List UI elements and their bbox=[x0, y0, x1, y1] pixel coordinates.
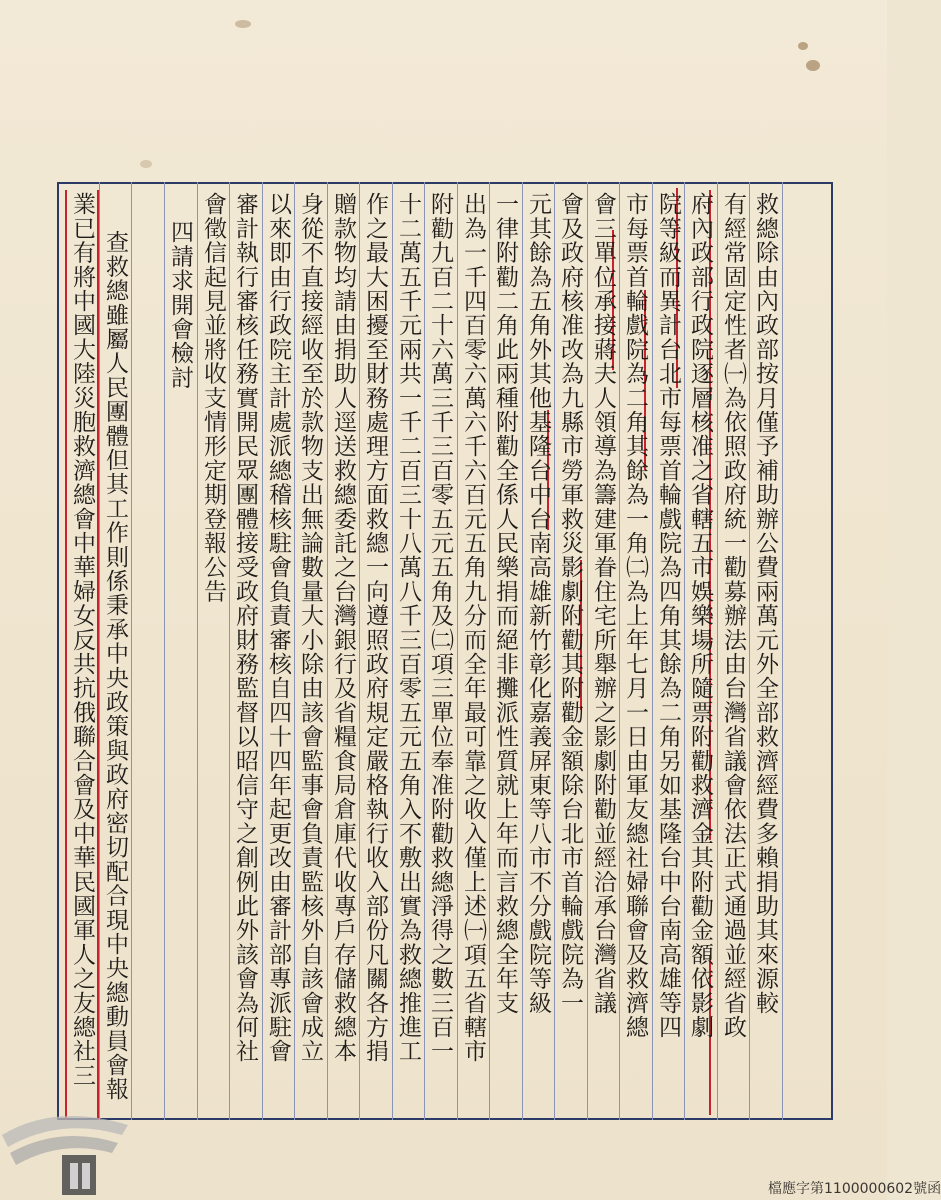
column-rule bbox=[131, 182, 132, 1120]
column-rule bbox=[229, 182, 230, 1120]
text-column-16: 以來即由行政院主計處派總稽核駐會負責審核自四十四年起更改由審計部專派駐會 bbox=[265, 192, 291, 1064]
column-rule bbox=[717, 182, 718, 1120]
column-rule bbox=[424, 182, 425, 1120]
column-rule bbox=[327, 182, 328, 1120]
text-column-7: 會及政府核准改為九縣市勞軍救災影劇附勸其附勸金額除台北市首輪戲院為一 bbox=[557, 192, 583, 1015]
column-rule bbox=[554, 182, 555, 1120]
column-rule bbox=[489, 182, 490, 1120]
column-rule bbox=[522, 182, 523, 1120]
text-column-17: 審計執行審核任務實開民眾團體接受政府財務監督以昭信守之創例此外該會為何社 bbox=[232, 192, 258, 1064]
text-column-3: 府內政部行政院逐層核准之省轄五市娛樂場所隨票附勸救濟金其附勸金額依影劇 bbox=[687, 192, 713, 1039]
column-rule bbox=[197, 182, 198, 1120]
text-column-9: 一律附勸二角此兩種附勸全係人民樂捐而絕非攤派性質就上年而言救總全年支 bbox=[492, 192, 518, 1015]
paragraph-column-1: 查救總雖屬人民團體但其工作則係秉承中央政策與政府密切配合現中央總動員會報 bbox=[102, 230, 128, 1102]
section-heading: 四請求開會檢討 bbox=[167, 220, 193, 390]
column-rule bbox=[619, 182, 620, 1120]
paper-stain bbox=[806, 60, 820, 71]
column-rule bbox=[684, 182, 685, 1120]
column-rule bbox=[782, 182, 783, 1120]
text-column-8: 元其餘為五角外其他基隆台中台南高雄新竹彰化嘉義屏東等八市不分戲院等級 bbox=[525, 192, 551, 1015]
text-column-12: 十二萬五千元兩共一千二百三十八萬八千三百零五元五角入不敷出實為救總推進工 bbox=[395, 192, 421, 1064]
text-column-11: 附勸九百二十六萬三千三百零五元五角及㈡項三單位奉准附勸救總淨得之數三百一 bbox=[427, 192, 453, 1064]
text-column-5: 市每票首輪戲院為二角其餘為一角㈡為上年七月一日由軍友總社婦聯會及救濟總 bbox=[622, 192, 648, 1039]
paper-stain bbox=[235, 20, 251, 28]
column-rule bbox=[457, 182, 458, 1120]
text-column-18: 會徵信起見並將收支情形定期登報公告 bbox=[200, 192, 226, 604]
text-column-15: 身從不直接經收至於款物支出無論數量大小除由該會監事會負責監核外自該會成立 bbox=[297, 192, 323, 1064]
column-rule bbox=[99, 182, 100, 1120]
paragraph-column-2: 業已有將中國大陸災胞救濟總會中華婦女反共抗俄聯合會及中華民國軍人之友總社三 bbox=[69, 192, 95, 1088]
column-rule bbox=[262, 182, 263, 1120]
text-column-10: 出為一千四百零六萬六千六百元五角九分而全年最可靠之收入僅上述㈠項五省轄市 bbox=[460, 192, 486, 1064]
archive-logo-icon bbox=[0, 1095, 135, 1200]
paper-stain bbox=[140, 160, 152, 168]
column-rule bbox=[392, 182, 393, 1120]
text-column-6: 會三單位承接蔣夫人領導為籌建軍眷住宅所舉辦之影劇附勸並經洽承台灣省議 bbox=[590, 192, 616, 1015]
text-column-4: 院等級而異計台北市每票首輪戲院為四角其餘為二角另如基隆台中台南高雄等四 bbox=[655, 192, 681, 1039]
column-rule bbox=[652, 182, 653, 1120]
text-column-13: 作之最大困擾至財務處理方面救總一向遵照政府規定嚴格執行收入部份凡關各方捐 bbox=[362, 192, 388, 1064]
column-rule bbox=[587, 182, 588, 1120]
column-rule bbox=[294, 182, 295, 1120]
column-rule bbox=[359, 182, 360, 1120]
red-annotation-line bbox=[65, 190, 67, 1120]
paper-stain bbox=[798, 42, 808, 50]
text-column-14: 贈款物均請由捐助人逕送救總委託之台灣銀行及省糧食局倉庫代收專戶存儲救總本 bbox=[330, 192, 356, 1064]
text-column-1: 救總除由內政部按月僅予補助辦公費兩萬元外全部救濟經費多賴捐助其來源較 bbox=[752, 192, 778, 1015]
column-rule bbox=[749, 182, 750, 1120]
text-column-2: 有經常固定性者㈠為依照政府統一勸募辦法由台灣省議會依法正式通過並經省政 bbox=[720, 192, 746, 1039]
red-annotation-line bbox=[97, 190, 99, 1120]
archive-id-label: 檔應字第1100000602號函 bbox=[768, 1181, 941, 1197]
column-rule bbox=[164, 182, 165, 1120]
